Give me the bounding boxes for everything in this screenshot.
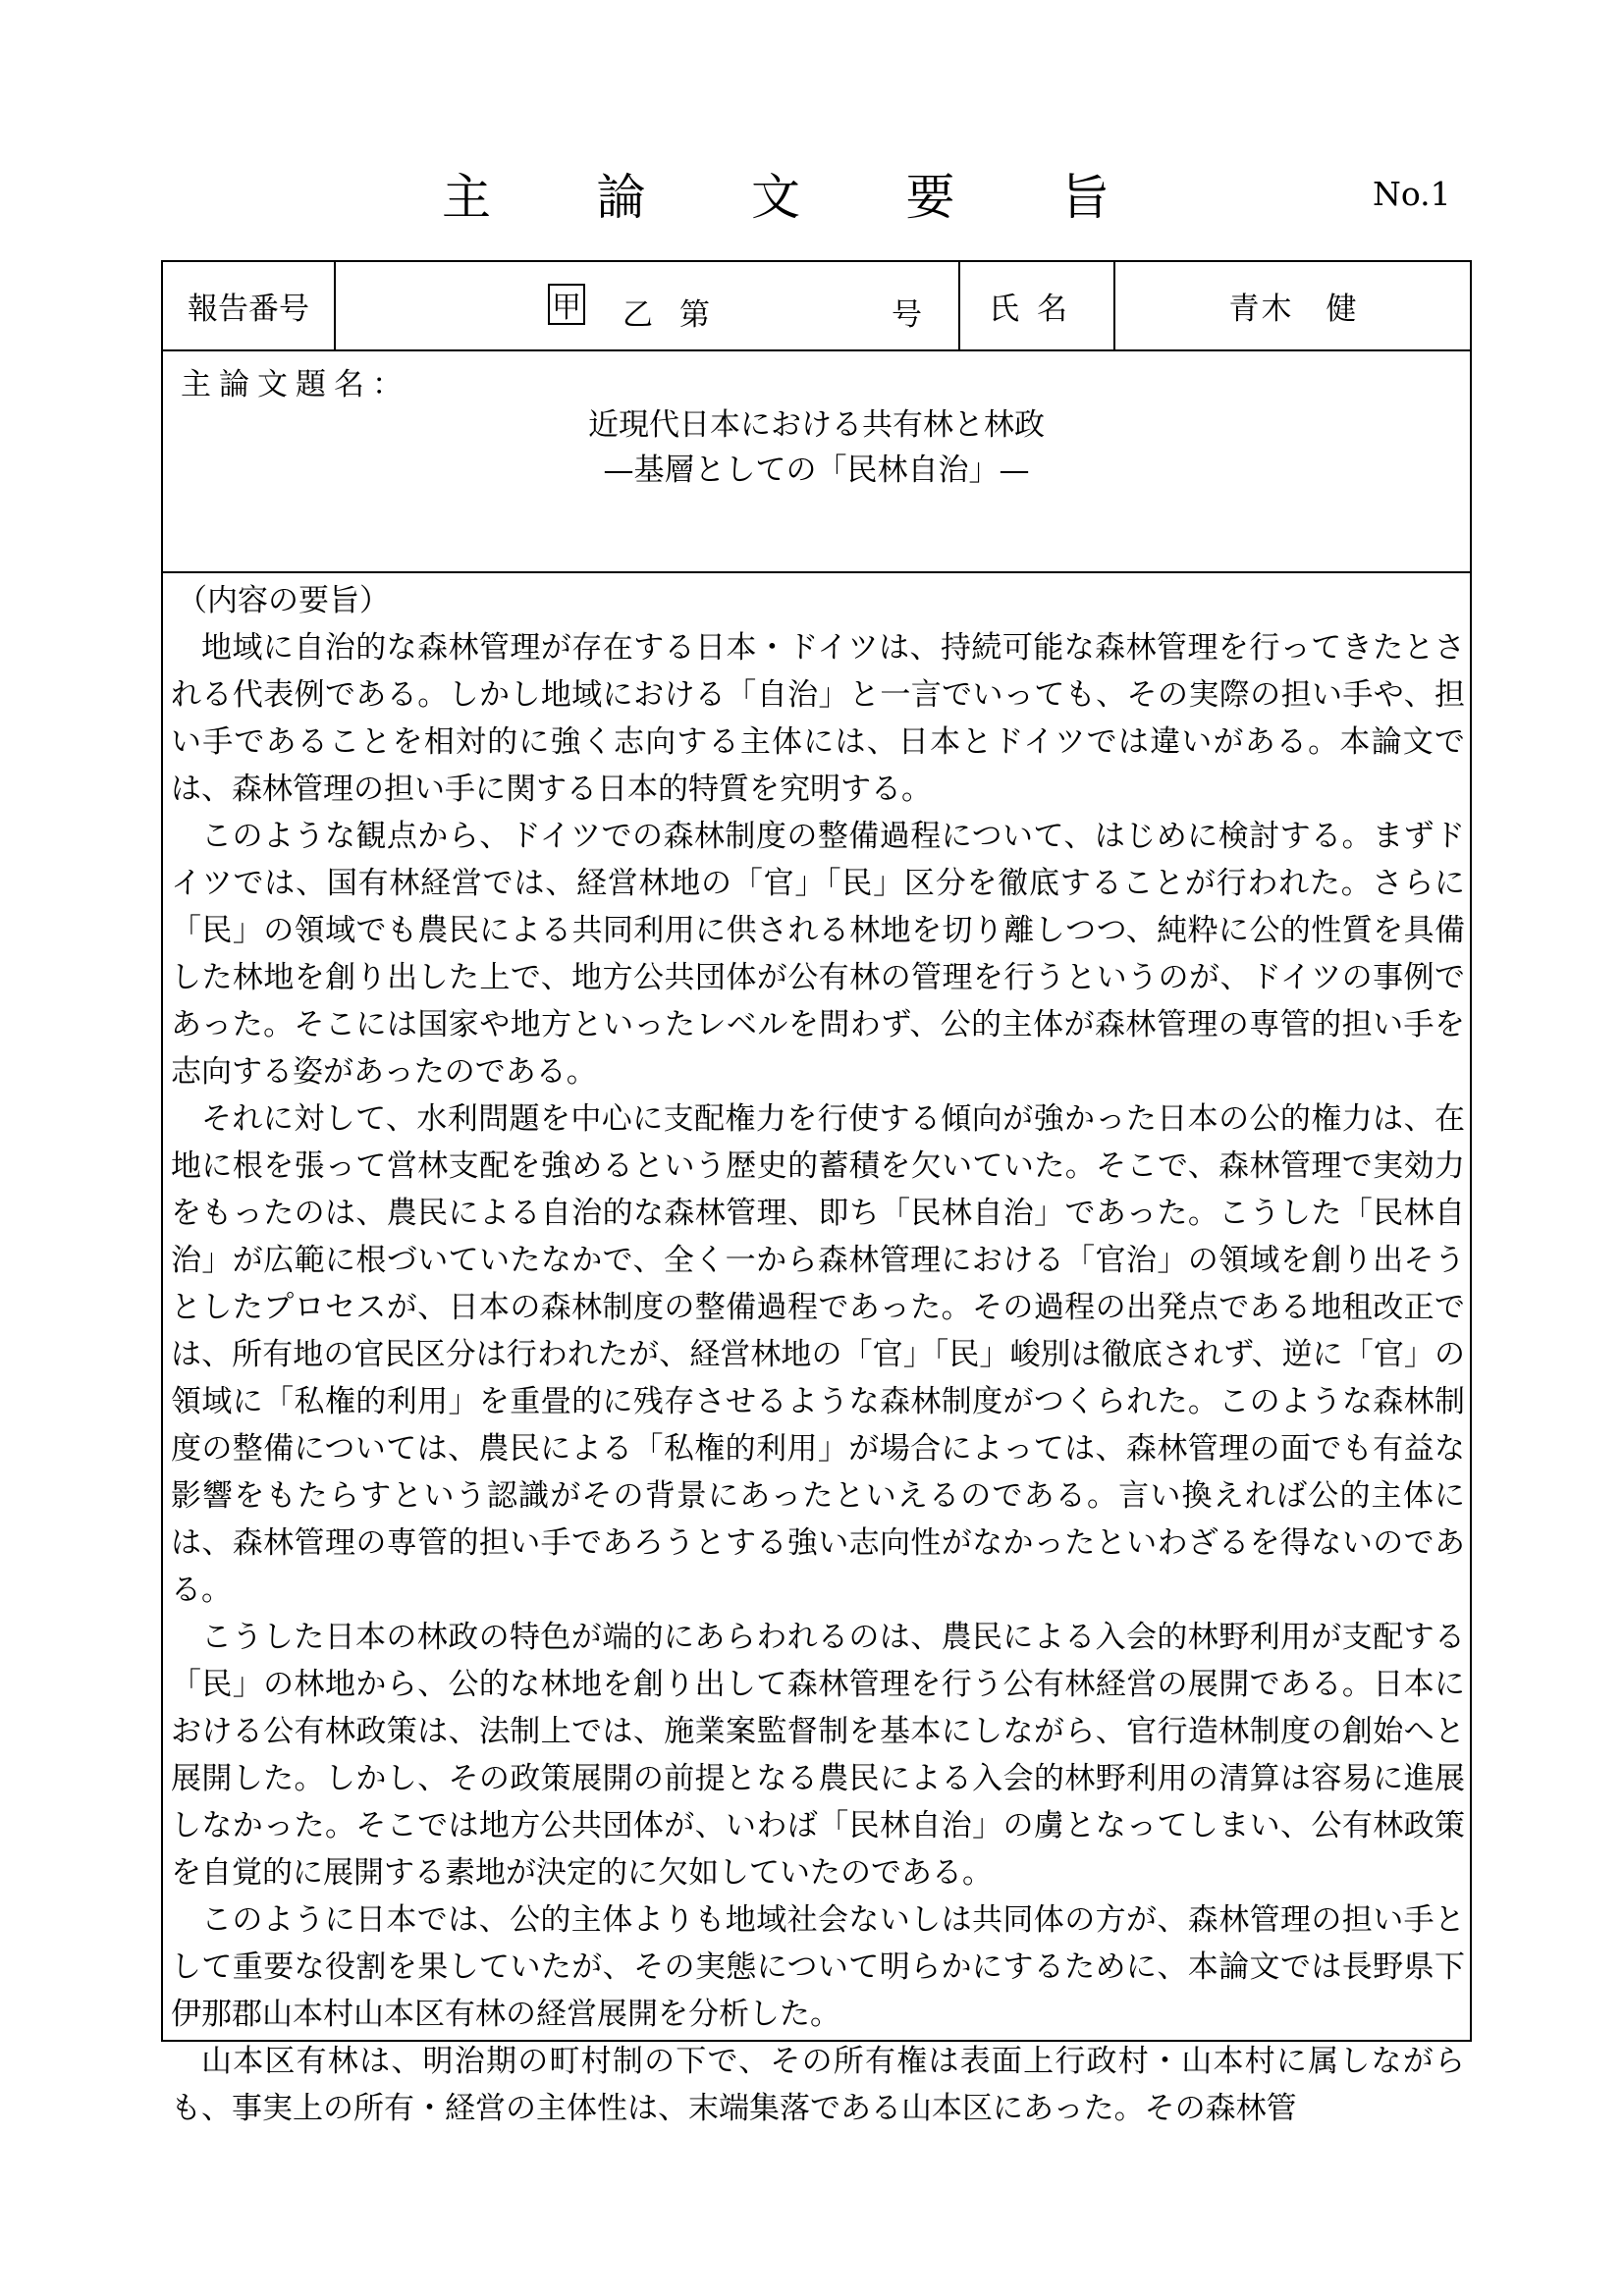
info-row — [163, 262, 1470, 351]
report-number-cell — [336, 262, 960, 349]
title-char: 主 — [442, 169, 491, 226]
summary-paragraph: 山本区有林は、明治期の町村制の下で、その所有権は表面上行政村・山本村に属しながらも、事実上の所有・経営の主体性は、末端集落である山本区にあった。その森林管 — [171, 2044, 1465, 2126]
thesis-subtitle: —基層としての「民林自治」— — [603, 453, 1030, 488]
page-number: No.1 — [1373, 175, 1451, 213]
name-label: 氏名 — [960, 262, 1115, 349]
summary-paragraph: 地域に自治的な森林管理が存在する日本・ドイツは、持続可能な森林管理を行ってきたとされる代表例である。しかし地域における「自治」と一言でいっても、その実際の担い手や、担い手であることを相対的に強く志向する主体には、日本とドイツでは違いがある。本論文では、森林管理の担い手に関する日本的特質を究明する。 — [171, 630, 1465, 807]
title-char: 文 — [751, 169, 800, 226]
summary-body — [171, 624, 1465, 2132]
title-char: 要 — [905, 169, 955, 226]
thesis-title-label: 主論文題名： — [181, 367, 410, 402]
document-title — [442, 159, 1110, 228]
summary-paragraph: それに対して、水利問題を中心に支配権力を行使する傾向が強かった日本の公的権力は、在地に根を張って営林支配を強めるという歴史的蓄積を欠いていた。そこで、森林管理で実効力をもったのは、農民による自治的な森林管理、即ち「民林自治」であった。こうした「民林自治」が広範に根づいていたなかで、全く一から森林管理における「官治」の領域を創り出そうとしたプロセスが、日本の森林制度の整備過程であった。その過程の出発点である地租改正では、所有地の官民区分は行われたが、経営林地の「官」「民」峻別は徹底されず、逆に「官」の領域に「私権的利用」を重畳的に残存させるような森林制度がつくられた。このような森林制度の整備については、農民による「私権的利用」が場合によっては、森林管理の面でも有益な影響をもたらすという認識がその背景にあったといえるのである。言い換えれば公的主体には、森林管理の専管的担い手であろうとする強い志向性がなかったといわざるを得ないのである。 — [171, 1101, 1465, 1608]
otsu-marker: 乙 — [623, 297, 653, 333]
thesis-title: 近現代日本における共有林と林政 — [588, 407, 1045, 443]
author-name: 青木 健 — [1228, 292, 1359, 327]
thesis-title-section — [163, 351, 1470, 573]
title-char: 旨 — [1060, 169, 1110, 226]
summary-label: （内容の要旨） — [177, 583, 390, 618]
dai-marker: 第 — [679, 297, 710, 333]
summary-paragraph: このような観点から、ドイツでの森林制度の整備過程について、はじめに検討する。まずドイツでは、国有林経営では、経営林地の「官」「民」区分を徹底することが行われた。さらに「民」の領域でも農民による共同利用に供される林地を切り離しつつ、純粋に公的性質を具備した林地を創り出した上で、地方公共団体が公有林の管理を行うというのが、ドイツの事例であった。そこには国家や地方といったレベルを問わず、公的主体が森林管理の専管的担い手を志向する姿があったのである。 — [171, 819, 1465, 1090]
report-number-label: 報告番号 — [163, 262, 336, 349]
summary-paragraph: このように日本では、公的主体よりも地域社会ないしは共同体の方が、森林管理の担い手として重要な役割を果していたが、その実態について明らかにするために、本論文では長野県下伊那郡山本村山本区有林の経営展開を分析した。 — [171, 1902, 1465, 2032]
summary-paragraph: こうした日本の林政の特色が端的にあらわれるのは、農民による入会的林野利用が支配する「民」の林地から、公的な林地を創り出して森林管理を行う公有林経営の展開である。日本における公有林政策は、法制上では、施業案監督制を基本にしながら、官行造林制度の創始へと展開した。しかし、その政策展開の前提となる農民による入会的林野利用の清算は容易に進展しなかった。そこでは地方公共団体が、いわば「民林自治」の虜となってしまい、公有林政策を自覚的に展開する素地が決定的に欠如していたのである。 — [171, 1620, 1465, 1891]
kou-marker: 甲 — [548, 284, 585, 325]
summary-section — [163, 573, 1470, 2126]
name-cell — [1115, 262, 1472, 349]
summary-form — [161, 260, 1472, 2126]
gou-marker: 号 — [892, 297, 922, 333]
title-char: 論 — [596, 169, 646, 226]
